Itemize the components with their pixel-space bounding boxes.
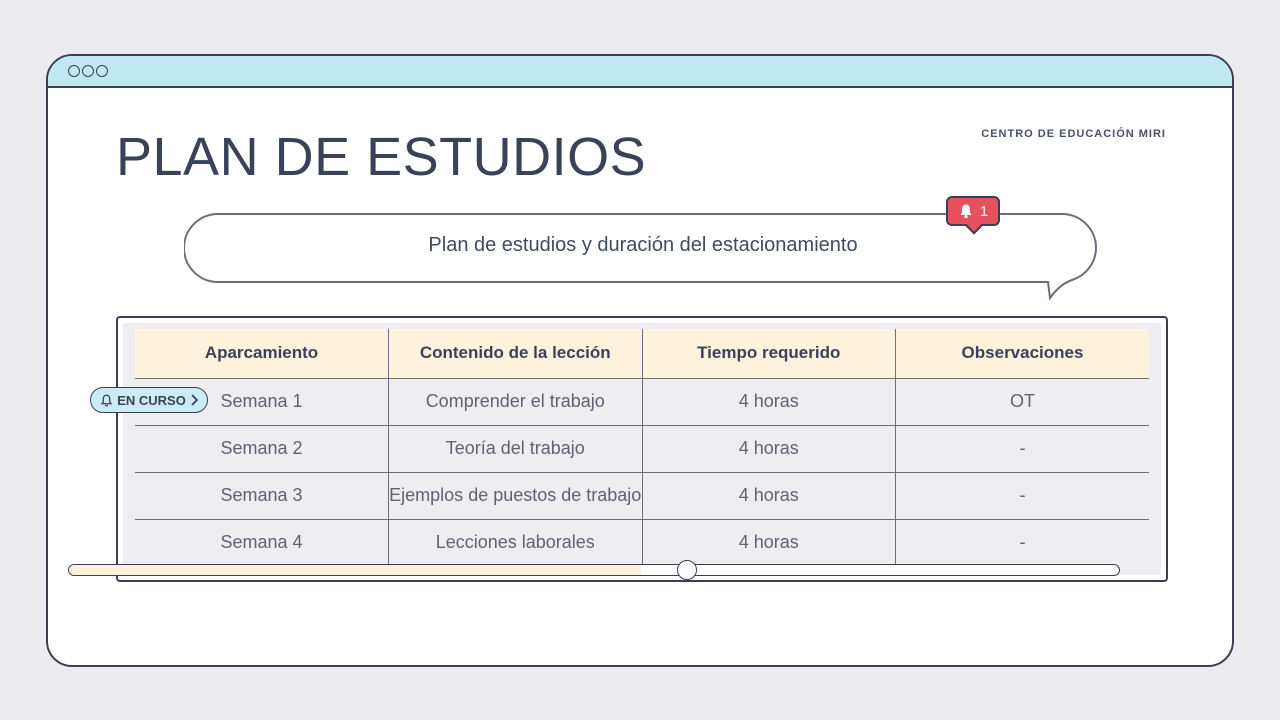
table-cell: Semana 1 [135, 378, 389, 425]
table-cell: Teoría del trabajo [389, 425, 643, 472]
bell-icon [958, 203, 974, 219]
table-cell: 4 horas [642, 472, 896, 519]
table-cell: 4 horas [642, 425, 896, 472]
progress-slider-track[interactable] [68, 564, 1120, 576]
table-cell: Semana 2 [135, 425, 389, 472]
chevron-right-icon [190, 394, 198, 406]
table-cell: Lecciones laborales [389, 519, 643, 566]
status-label: EN CURSO [117, 392, 186, 408]
window-control-circle-icon[interactable] [96, 65, 108, 77]
notification-count: 1 [979, 202, 989, 220]
table-cell: 4 horas [642, 378, 896, 425]
window-control-circle-icon[interactable] [68, 65, 80, 77]
curriculum-table [135, 329, 1149, 566]
table-header-row [135, 329, 1149, 378]
table-cell: 4 horas [642, 519, 896, 566]
window-control-circle-icon[interactable] [82, 65, 94, 77]
organization-name: CENTRO DE EDUCACIÓN MIRI [981, 128, 1166, 140]
column-header: Observaciones [896, 329, 1150, 378]
page-title: PLAN DE ESTUDIOS [116, 127, 647, 187]
table-row [135, 519, 1149, 566]
notification-badge[interactable] [946, 196, 1000, 226]
column-header: Aparcamiento [135, 329, 389, 378]
column-header: Contenido de la lección [389, 329, 643, 378]
table-cell: - [1019, 532, 1026, 553]
table-row [135, 425, 1149, 472]
status-badge[interactable] [90, 387, 208, 413]
table-cell: Semana 3 [135, 472, 389, 519]
table-cell: Comprender el trabajo [389, 378, 643, 425]
column-header: Tiempo requerido [642, 329, 896, 378]
progress-slider-fill [69, 565, 641, 575]
table-cell: - [896, 425, 1150, 472]
table-cell: Semana 4 [135, 519, 389, 566]
bell-icon [100, 394, 113, 407]
table-row [135, 378, 1149, 425]
table-row [135, 472, 1149, 519]
curriculum-table-frame [116, 316, 1168, 582]
curriculum-table-container [123, 323, 1161, 575]
title-bar [48, 56, 1232, 88]
table-cell: Ejemplos de puestos de trabajo [389, 472, 643, 519]
table-cell: - [896, 472, 1150, 519]
subtitle-text: Plan de estudios y duración del estacionamiento [428, 234, 858, 256]
table-cell: OT [896, 378, 1150, 425]
